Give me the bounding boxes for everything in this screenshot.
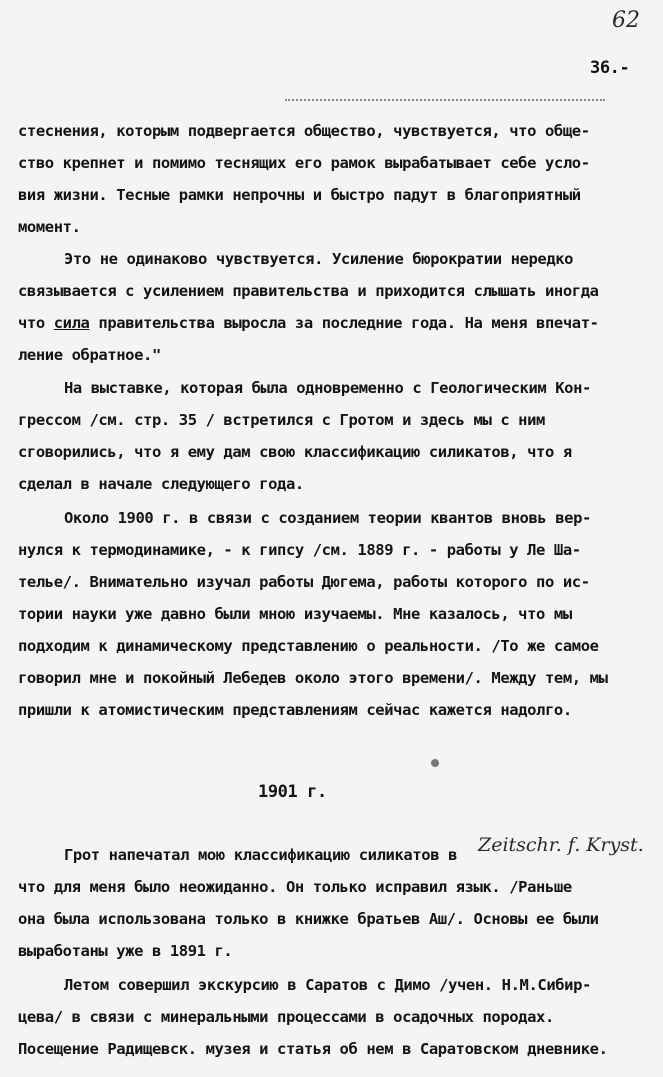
paragraph-line: ление обратное." <box>18 346 161 364</box>
paragraph-line: стеснения, которым подвергается общество, чувствуется, что обще- <box>18 122 590 140</box>
paragraph-line: Посещение Радищевск. музея и статья об нем в Саратовском дневнике. <box>18 1040 608 1058</box>
archive-page-number: 62 <box>612 8 640 33</box>
handwritten-insertion: Zeitschr. f. Kryst. <box>478 834 644 856</box>
paragraph-line: подходим к динамическому представлению о реальности. /То же самое <box>18 637 599 655</box>
punch-mark <box>431 759 439 767</box>
year-heading: 1901 г. <box>258 782 327 802</box>
text-segment: правительства выросла за последние года. На меня впечат- <box>89 314 599 332</box>
paragraph-line: сделал в начале следующего года. <box>18 475 304 493</box>
paragraph-line: что для меня было неожиданно. Он только исправил язык. /Раньше <box>18 878 572 896</box>
paragraph-line: момент. <box>18 218 81 236</box>
paragraph-line <box>18 313 599 333</box>
paragraph-line: Летом совершил экскурсию в Саратов с Димо /учен. Н.М.Сибир- <box>64 976 591 994</box>
paragraph-line: грессом /см. стр. 35 / встретился с Гротом и здесь мы с ним <box>18 411 545 429</box>
text-segment: что <box>18 314 54 332</box>
paragraph-line: вия жизни. Тесные рамки непрочны и быстро падут в благоприятный <box>18 186 581 204</box>
paragraph-line: Около 1900 г. в связи с созданием теории квантов вновь вер- <box>64 509 591 527</box>
paragraph-line: телье/. Внимательно изучал работы Дюгема, работы которого по ис- <box>18 573 590 591</box>
typed-page-number: 36.- <box>590 58 630 78</box>
paragraph-line: выработаны уже в 1891 г. <box>18 942 233 960</box>
paragraph-line: связывается с усилением правительства и приходится слышать иногда <box>18 282 599 300</box>
paragraph-line: Это не одинаково чувствуется. Усиление бюрократии нередко <box>64 250 574 268</box>
paragraph-line: тории науки уже давно были мною изучаемы. Мне казалось, что мы <box>18 605 572 623</box>
paragraph-line: говорил мне и покойный Лебедев около этого времени/. Между тем, мы <box>18 669 608 687</box>
paragraph-line: нулся к термодинамике, - к гипсу /см. 1889 г. - работы у Ле Ша- <box>18 541 581 559</box>
paragraph-line: Грот напечатал мою классификацию силикатов в <box>64 846 457 864</box>
paragraph-line: цева/ в связи с минеральными процессами в осадочных породах. <box>18 1008 554 1026</box>
paragraph-line: пришли к атомистическим представлениям сейчас кажется надолго. <box>18 701 572 719</box>
faint-carryover-line <box>285 99 605 101</box>
paragraph-line: она была использована только в книжке братьев Аш/. Основы ее были <box>18 910 599 928</box>
paragraph-line: ство крепнет и помимо теснящих его рамок вырабатывает себе усло- <box>18 154 590 172</box>
paragraph-line: На выставке, которая была одновременно с Геологическим Кон- <box>64 379 591 397</box>
paragraph-line: сговорились, что я ему дам свою классификацию силикатов, что я <box>18 443 572 461</box>
underlined-word: сила <box>53 314 90 332</box>
